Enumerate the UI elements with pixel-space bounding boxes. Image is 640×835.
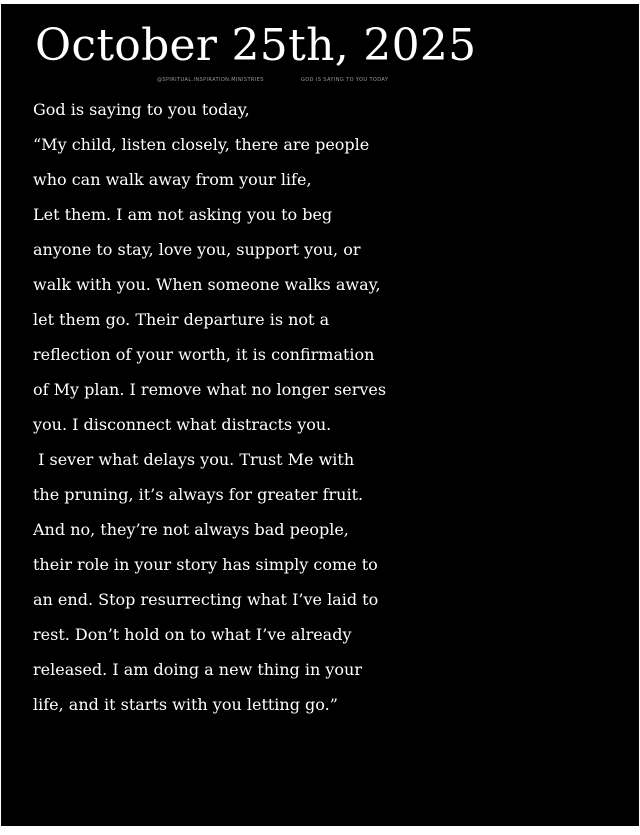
date-title: October 25th, 2025 — [35, 20, 477, 71]
message-line: walk with you. When someone walks away, — [33, 275, 381, 294]
watermark-handle: @SPIRITUAL.INSPIRATION.MINISTRIES — [157, 77, 264, 83]
message-line: I sever what delays you. Trust Me with — [33, 450, 355, 469]
message-line: And no, they’re not always bad people, — [33, 520, 349, 539]
quote-card — [1, 4, 639, 826]
watermark-tagline: GOD IS SAYING TO YOU TODAY — [301, 77, 389, 83]
message-line: anyone to stay, love you, support you, or — [33, 240, 361, 259]
message-line: released. I am doing a new thing in your — [33, 660, 362, 679]
message-line: rest. Don’t hold on to what I’ve already — [33, 625, 352, 644]
message-line: let them go. Their departure is not a — [33, 310, 330, 329]
message-line: an end. Stop resurrecting what I’ve laid to — [33, 590, 379, 609]
watermark-row — [1, 77, 639, 87]
message-line: reflection of your worth, it is confirmation — [33, 345, 375, 364]
message-body — [33, 92, 635, 722]
message-line: the pruning, it’s always for greater fruit. — [33, 485, 364, 504]
message-line: Let them. I am not asking you to beg — [33, 205, 333, 224]
message-line: life, and it starts with you letting go.” — [33, 695, 338, 714]
message-line: God is saying to you today, — [33, 100, 250, 119]
message-line: their role in your story has simply come to — [33, 555, 378, 574]
message-line: you. I disconnect what distracts you. — [33, 415, 332, 434]
message-line: of My plan. I remove what no longer serves — [33, 380, 387, 399]
message-line: who can walk away from your life, — [33, 170, 312, 189]
message-line: “My child, listen closely, there are people — [33, 135, 370, 154]
